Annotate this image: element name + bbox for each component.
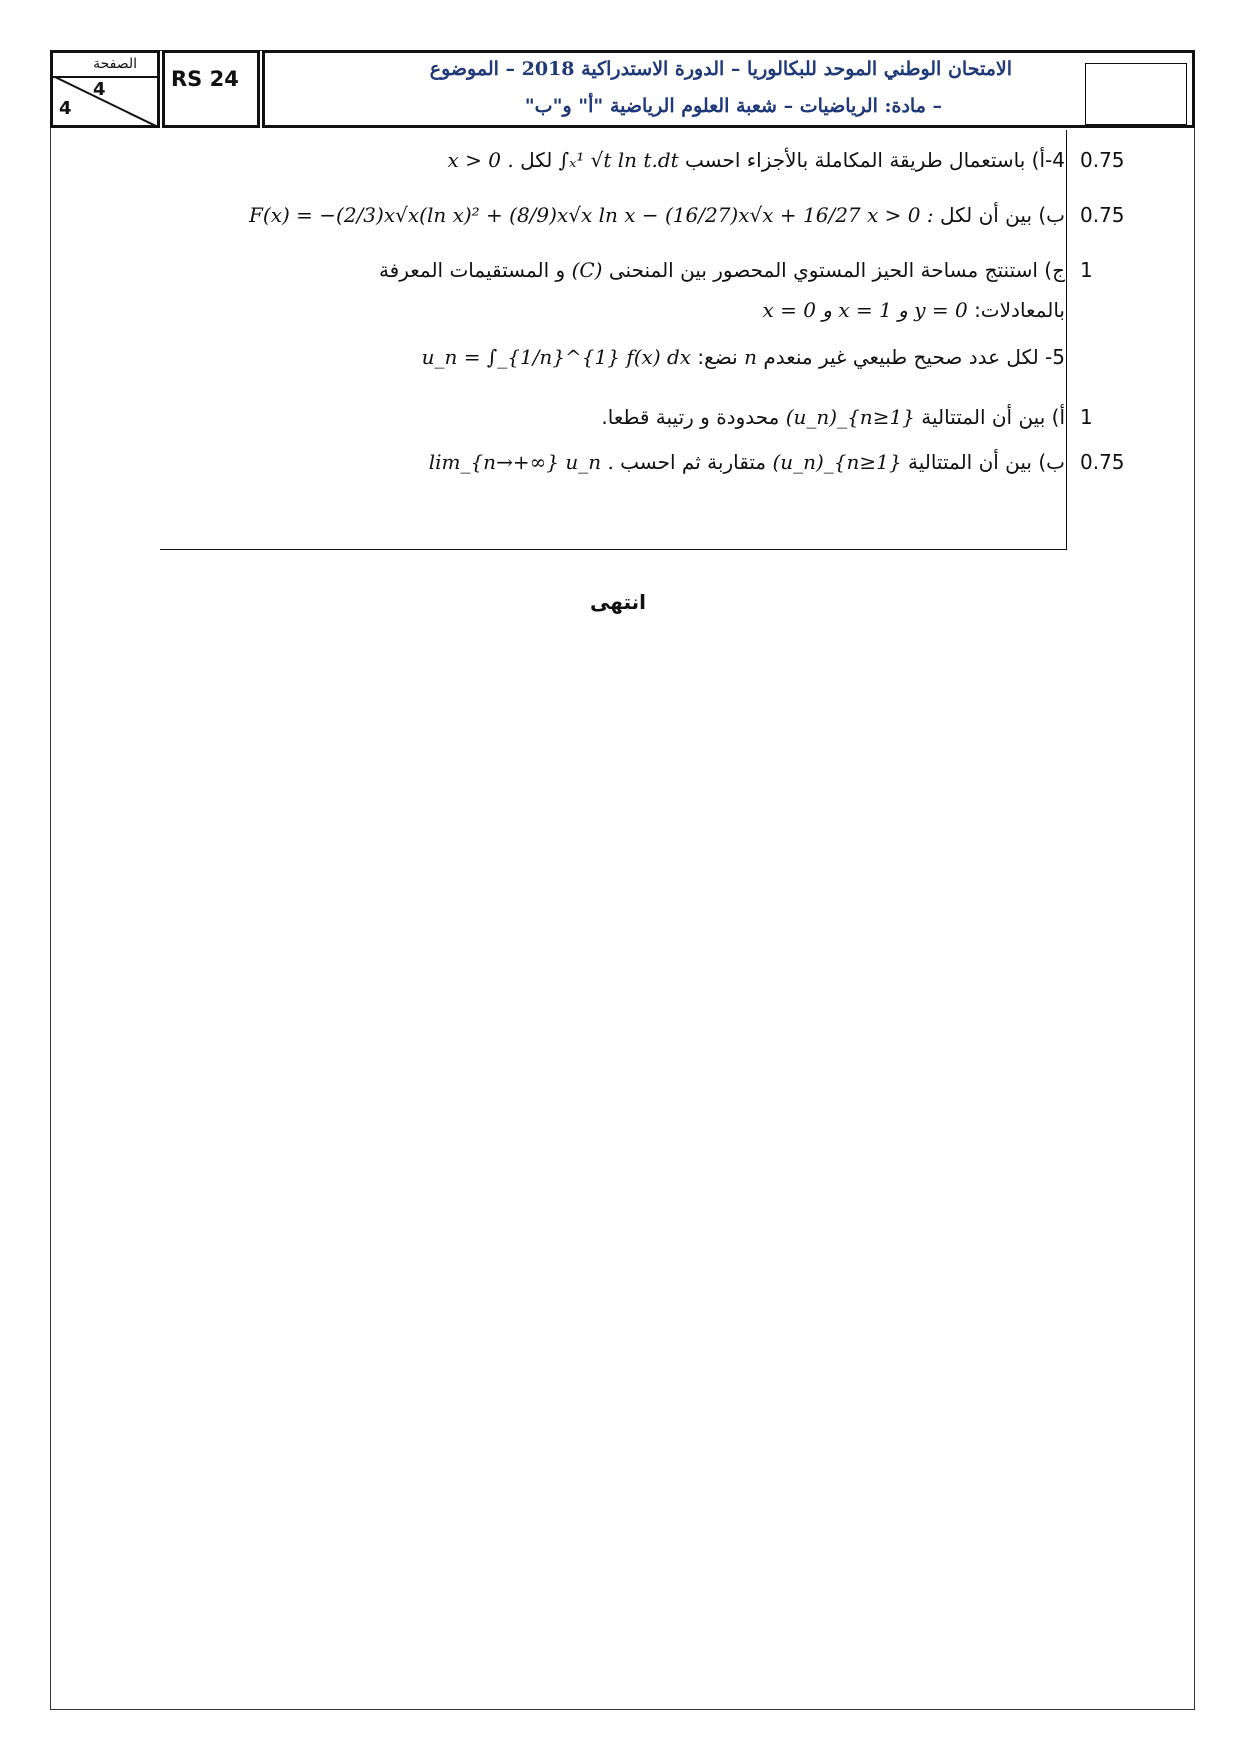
- exam-title: الامتحان الوطني الموحد للبكالوريا – الدورة الاستدراكية 2018 – الموضوع: [429, 58, 1012, 80]
- question-tail: نضع:: [697, 345, 738, 369]
- question-tail: و المستقيمات المعرفة: [378, 258, 566, 282]
- question-text: 4-أ) باستعمال طريقة المكاملة بالأجزاء احسب: [685, 148, 1065, 172]
- page-total: 4: [59, 98, 72, 119]
- title-box: [262, 50, 1195, 128]
- question-tail: متقاربة ثم احسب: [620, 450, 767, 474]
- question-text: ب) بين أن لكل: [939, 203, 1065, 227]
- code-box: [162, 50, 260, 128]
- condition: x > 0 .: [447, 148, 514, 172]
- sequence: (u_n)_{n≥1}: [772, 450, 902, 474]
- content-box: [160, 130, 1067, 550]
- page-number-box: [50, 50, 160, 128]
- integral-expression: ∫ₓ¹ √t ln t.dt: [558, 148, 679, 172]
- end-text: انتهى: [590, 590, 646, 614]
- exam-header: [50, 50, 1195, 130]
- page-label: الصفحة: [93, 56, 137, 72]
- question-text: بالمعادلات:: [974, 298, 1065, 322]
- question-tail: محدودة و رتيبة قطعا.: [601, 405, 780, 429]
- mark-5b: 0.75: [1080, 450, 1125, 474]
- condition: x > 0 :: [867, 203, 934, 227]
- exam-subject: – مادة: الرياضيات – شعبة العلوم الرياضية "أ" و"ب": [524, 95, 942, 117]
- page-current: 4: [93, 79, 106, 100]
- question-text: أ) بين أن المتتالية: [921, 405, 1065, 429]
- sequence-definition: u_n = ∫_{1/n}^{1} f(x) dx: [421, 345, 692, 369]
- mark-5a: 1: [1080, 405, 1093, 429]
- variable-n: n: [744, 345, 757, 369]
- question-text: ب) بين أن المتتالية: [907, 450, 1065, 474]
- exam-code: RS 24: [171, 67, 239, 91]
- question-text: ج) استنتج مساحة الحيز المستوي المحصور بين المنحنى: [608, 258, 1065, 282]
- curve-name: (C): [571, 258, 603, 282]
- mark-1: 0.75: [1080, 148, 1125, 172]
- empty-box: [1085, 63, 1187, 125]
- question-text: 5- لكل عدد صحيح طبيعي غير منعدم: [763, 345, 1065, 369]
- formula-F: F(x) = −(2/3)x√x(ln x)² + (8/9)x√x ln x − (16/27)x√x + 16/27: [249, 203, 861, 227]
- limit-expression: lim_{n→+∞} u_n .: [428, 450, 614, 474]
- sequence: (u_n)_{n≥1}: [785, 405, 915, 429]
- mark-2: 0.75: [1080, 203, 1125, 227]
- mark-3: 1: [1080, 258, 1093, 282]
- question-tail: لكل: [520, 148, 553, 172]
- line-equations: x = 0 و x = 1 و y = 0: [762, 298, 968, 322]
